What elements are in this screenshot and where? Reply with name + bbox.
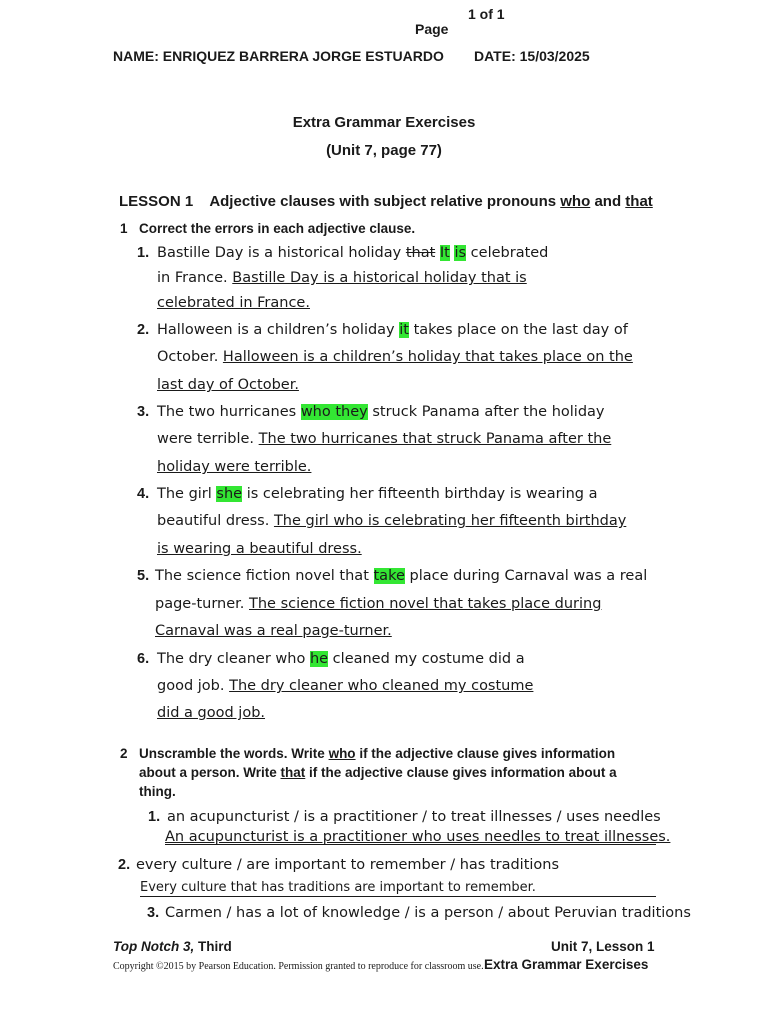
exercise-1-number: 1 (120, 221, 128, 236)
answer-line: in France. Bastille Day is a historical holiday that is (157, 270, 527, 286)
item-number: 3. (137, 404, 150, 420)
answer-line (157, 373, 299, 398)
footer-section: Extra Grammar Exercises (484, 957, 649, 972)
answer-line (155, 619, 392, 644)
question-line: Halloween is a children’s holiday it takes place on the last day of (157, 322, 628, 338)
answer-line: good job. The dry cleaner who cleaned my costume (157, 678, 534, 694)
item-number: 1. (137, 245, 150, 261)
item-number: 1. (148, 809, 161, 825)
answer-line: were terrible. The two hurricanes that struck Panama after the (157, 431, 612, 447)
answer-text: did a good job. (157, 705, 266, 721)
lesson-who: who (560, 193, 591, 210)
exercise-2-instruction-line: about a person. Write that if the adjective clause gives information about a (139, 765, 617, 780)
scramble-answer: An acupuncturist is a practitioner who uses needles to treat illnesses. (165, 829, 671, 845)
answer-rule (165, 844, 656, 845)
lesson-topic: Adjective clauses with subject relative pronouns (209, 193, 557, 210)
answer-line: October. Halloween is a children’s holiday that takes place on the (157, 349, 633, 365)
page-label: Page (415, 21, 449, 37)
struck-word: that (405, 245, 436, 261)
scramble-prompt: an acupuncturist / is a practitioner / to treat illnesses / uses needles (167, 809, 661, 825)
footer-book: Top Notch 3, Third (113, 939, 232, 954)
item-number: 4. (137, 486, 150, 502)
highlight-error: he (309, 651, 329, 667)
question-line: The dry cleaner who he cleaned my costume did a (157, 651, 525, 667)
lesson-heading (119, 193, 653, 210)
highlight-error: is (454, 245, 467, 261)
exercise-2-number: 2 (120, 746, 128, 761)
answer-text: Halloween is a children’s holiday that takes place on the (222, 349, 633, 365)
lesson-and: and (594, 193, 622, 210)
page-count: 1 of 1 (468, 6, 505, 22)
answer-line: page-turner. The science fiction novel that takes place during (155, 596, 602, 612)
answer-text: The two hurricanes that struck Panama after the (258, 431, 612, 447)
highlight-error: who they (300, 404, 368, 420)
answer-text: The science fiction novel that takes place during (249, 596, 602, 612)
exercise-2-instruction-line: Unscramble the words. Write who if the adjective clause gives information (139, 746, 616, 761)
item-number: 2. (137, 322, 150, 338)
item-number: 3. (147, 905, 160, 921)
answer-text: is wearing a beautiful dress. (157, 541, 362, 557)
footer-copyright: Copyright ©2015 by Pearson Education. Permission granted to reproduce for classroom use. (113, 961, 484, 972)
scramble-prompt: every culture / are important to remember / has traditions (136, 857, 560, 873)
instruction-that: that (280, 765, 306, 780)
item-number: 6. (137, 651, 150, 667)
answer-text: Bastille Day is a historical holiday that is (232, 270, 527, 286)
answer-line (157, 455, 311, 480)
answer-text: The girl who is celebrating her fifteenth birthday (273, 513, 627, 529)
answer-text: celebrated in France. (157, 295, 310, 311)
highlight-error: It (439, 245, 450, 261)
lesson-that: that (625, 193, 653, 210)
question-line: The girl she is celebrating her fifteenth birthday is wearing a (157, 486, 598, 502)
highlight-error: take (373, 568, 405, 584)
exercise-1-instruction: Correct the errors in each adjective clause. (139, 221, 416, 236)
date-field: DATE: 15/03/2025 (474, 48, 590, 64)
answer-text: The dry cleaner who cleaned my costume (229, 678, 534, 694)
highlight-error: it (399, 322, 409, 338)
answer-text: holiday were terrible. (157, 459, 312, 475)
answer-line (157, 701, 265, 726)
question-line: The science fiction novel that take place during Carnaval was a real (155, 568, 648, 584)
item-number: 2. (118, 857, 131, 873)
exercise-2-instruction-line: thing. (139, 784, 176, 799)
answer-text: Carnaval was a real page-turner. (155, 623, 392, 639)
document-title: Extra Grammar Exercises (292, 114, 476, 131)
question-line: The two hurricanes who they struck Panama after the holiday (157, 404, 605, 420)
footer-unit: Unit 7, Lesson 1 (551, 939, 655, 954)
student-name: NAME: ENRIQUEZ BARRERA JORGE ESTUARDO (113, 48, 444, 64)
scramble-answer: Every culture that has traditions are important to remember. (140, 880, 536, 895)
answer-line (157, 537, 362, 562)
lesson-label: LESSON 1 (119, 193, 194, 210)
scramble-prompt: Carmen / has a lot of knowledge / is a person / about Peruvian traditions (165, 905, 691, 921)
document-subtitle: (Unit 7, page 77) (326, 142, 442, 159)
answer-text: last day of October. (157, 377, 299, 393)
instruction-who: who (328, 746, 356, 761)
highlight-error: she (216, 486, 243, 502)
item-number: 5. (137, 568, 150, 584)
answer-line (157, 291, 310, 316)
answer-line: beautiful dress. The girl who is celebrating her fifteenth birthday (157, 513, 627, 529)
question-line: Bastille Day is a historical holiday that It is celebrated (157, 245, 549, 261)
answer-rule (140, 896, 656, 897)
